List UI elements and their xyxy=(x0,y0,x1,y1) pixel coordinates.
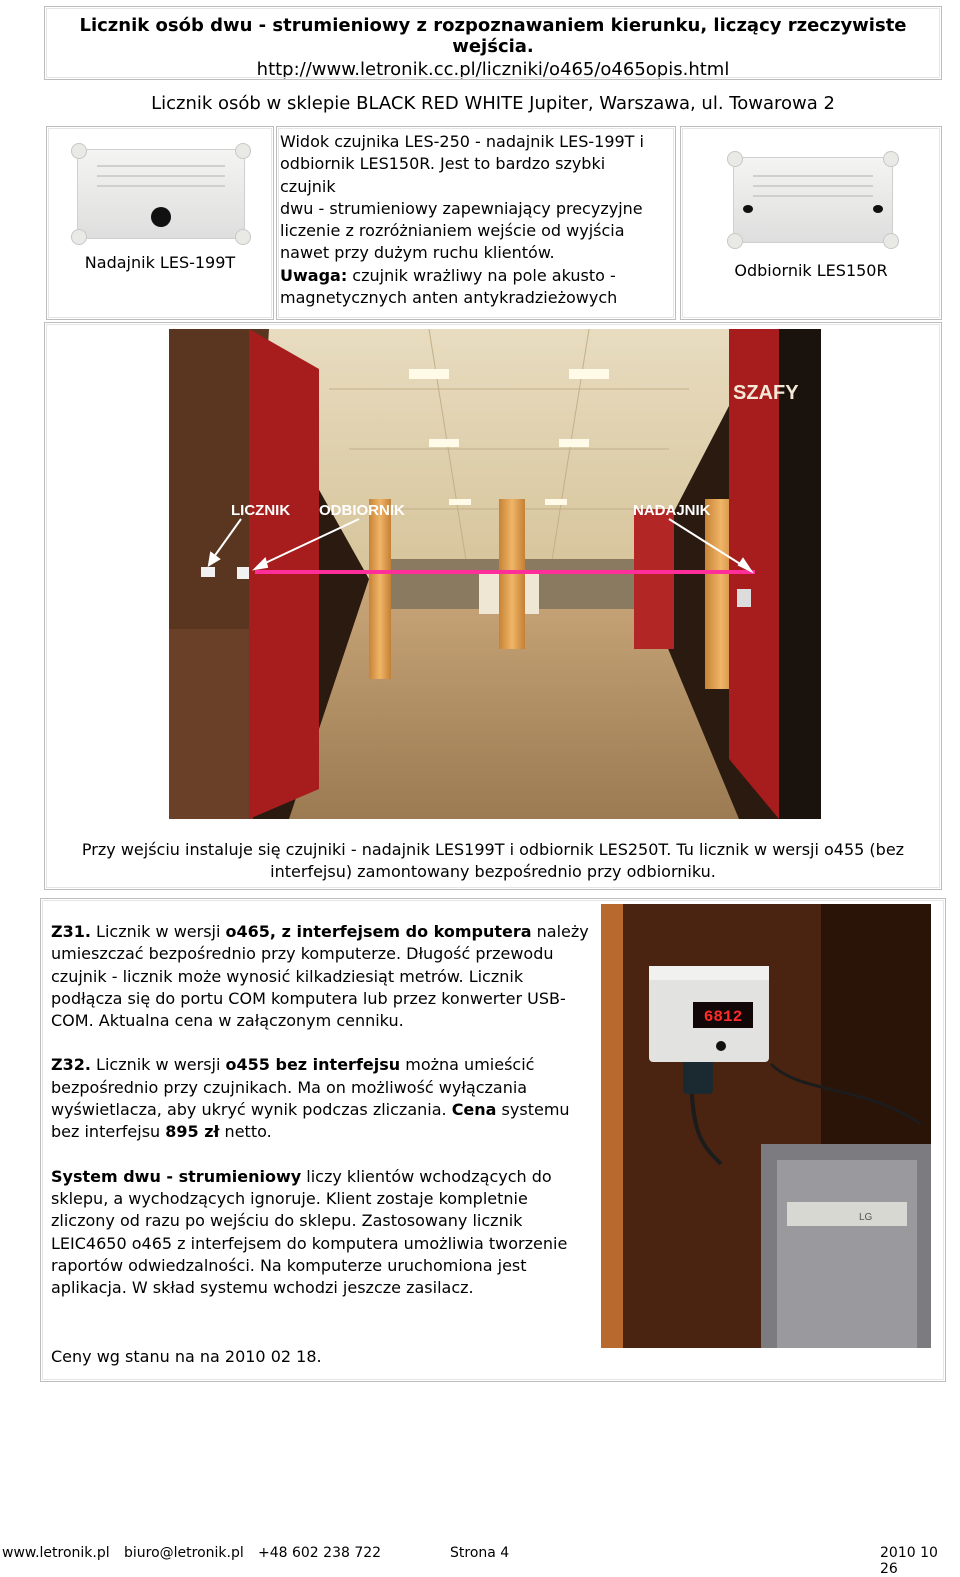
info-text xyxy=(51,921,591,1321)
page-footer xyxy=(0,1545,960,1577)
store-sign: SZAFY xyxy=(733,382,799,404)
warning-text: czujnik wrażliwy na pole akusto - magnetycznych anten antykradzieżowych xyxy=(280,265,618,308)
sensor-description: Widok czujnika LES-250 - nadajnik LES-199T i odbiornik LES150R. Jest to bardzo szybki czujnik dwu - strumieniowy zapewniający precyzyjne liczenie z rozróżnianiem wejście od wyjścia nawet przy dużym ruchu klientów. Uwaga: czujnik wrażliwy na pole akusto - magnetycznych anten antykradzieżowych xyxy=(280,132,644,308)
document-header xyxy=(44,6,942,80)
counter-device-photo xyxy=(601,904,931,1348)
label-licznik: LICZNIK xyxy=(231,502,291,519)
document-url[interactable]: http://www.letronik.cc.pl/liczniki/o465/o465opis.html xyxy=(256,59,730,80)
label-nadajnik: NADAJNIK xyxy=(633,502,711,519)
warning-label: Uwaga: xyxy=(280,265,348,285)
sensor-description-cell xyxy=(276,126,676,320)
store-photo-frame xyxy=(44,322,942,890)
info-section xyxy=(40,898,946,1382)
footer-phone: +48 602 238 722 xyxy=(258,1545,382,1561)
counter-display: 6812 xyxy=(703,1008,743,1026)
sensor-row xyxy=(44,124,942,320)
label-odbiornik: ODBIORNIK xyxy=(319,502,405,519)
prices-note: Ceny wg stanu na na 2010 02 18. xyxy=(51,1347,322,1366)
transmitter-cell xyxy=(46,126,274,320)
z32-paragraph: Z32. Licznik w wersji o455 bez interfejsu można umieścić bezpośrednio przy czujnikach. Ma on możliwość wyłączania wyświetlacza, aby ukryć wynik podczas zliczania. Cena systemu bez interfejsu 895 zł netto. xyxy=(51,1055,570,1142)
receiver-caption: Odbiornik LES150R xyxy=(734,261,888,280)
footer-website[interactable]: www.letronik.pl xyxy=(2,1545,110,1561)
system-paragraph: System dwu - strumieniowy liczy klientów wchodzących do sklepu, a wychodzących ignoruje. Klient zostaje kompletnie zliczony od razu po wejściu do sklepu. Zastosowany licznik LEIC4650 o465 z interfejsem do komputera umożliwia tworzenie raportów odwiedzalności. Na komputerze uruchomiona jest aplikacja. W skład systemu wchodzi jeszcze zasilacz. xyxy=(51,1166,568,1298)
z31-paragraph: Z31. Licznik w wersji o465, z interfejsem do komputera należy umieszczać bezpośrednio przy komputerze. Długość przewodu czujnik - licznik może wynosić kilkadziesiąt metrów. Licznik podłącza się do portu COM komputera lub przez konwerter USB-COM. Aktualna cena w załączonym cenniku. xyxy=(51,922,589,1031)
photo-caption: Przy wejściu instaluje się czujniki - nadajnik LES199T i odbiornik LES250T. Tu licznik w wersji o455 (bez interfejsu) zamontowany bezpośrednio przy odbiorniku. xyxy=(81,840,905,881)
footer-date: 2010 10 26 xyxy=(880,1545,938,1577)
footer-page-number: Strona 4 xyxy=(450,1545,510,1561)
transmitter-caption: Nadajnik LES-199T xyxy=(84,253,236,272)
footer-email[interactable]: biuro@letronik.pl xyxy=(124,1545,244,1561)
receiver-image xyxy=(733,157,893,243)
document-title: Licznik osób dwu - strumieniowy z rozpoznawaniem kierunku, liczący rzeczywiste wejścia. xyxy=(79,15,907,57)
transmitter-image xyxy=(77,149,245,239)
receiver-cell xyxy=(680,126,942,320)
store-entrance-photo xyxy=(169,329,821,819)
shop-title: Licznik osób w sklepie BLACK RED WHITE Jupiter, Warszawa, ul. Towarowa 2 xyxy=(151,93,835,114)
drive-logo: LG xyxy=(859,1212,873,1223)
